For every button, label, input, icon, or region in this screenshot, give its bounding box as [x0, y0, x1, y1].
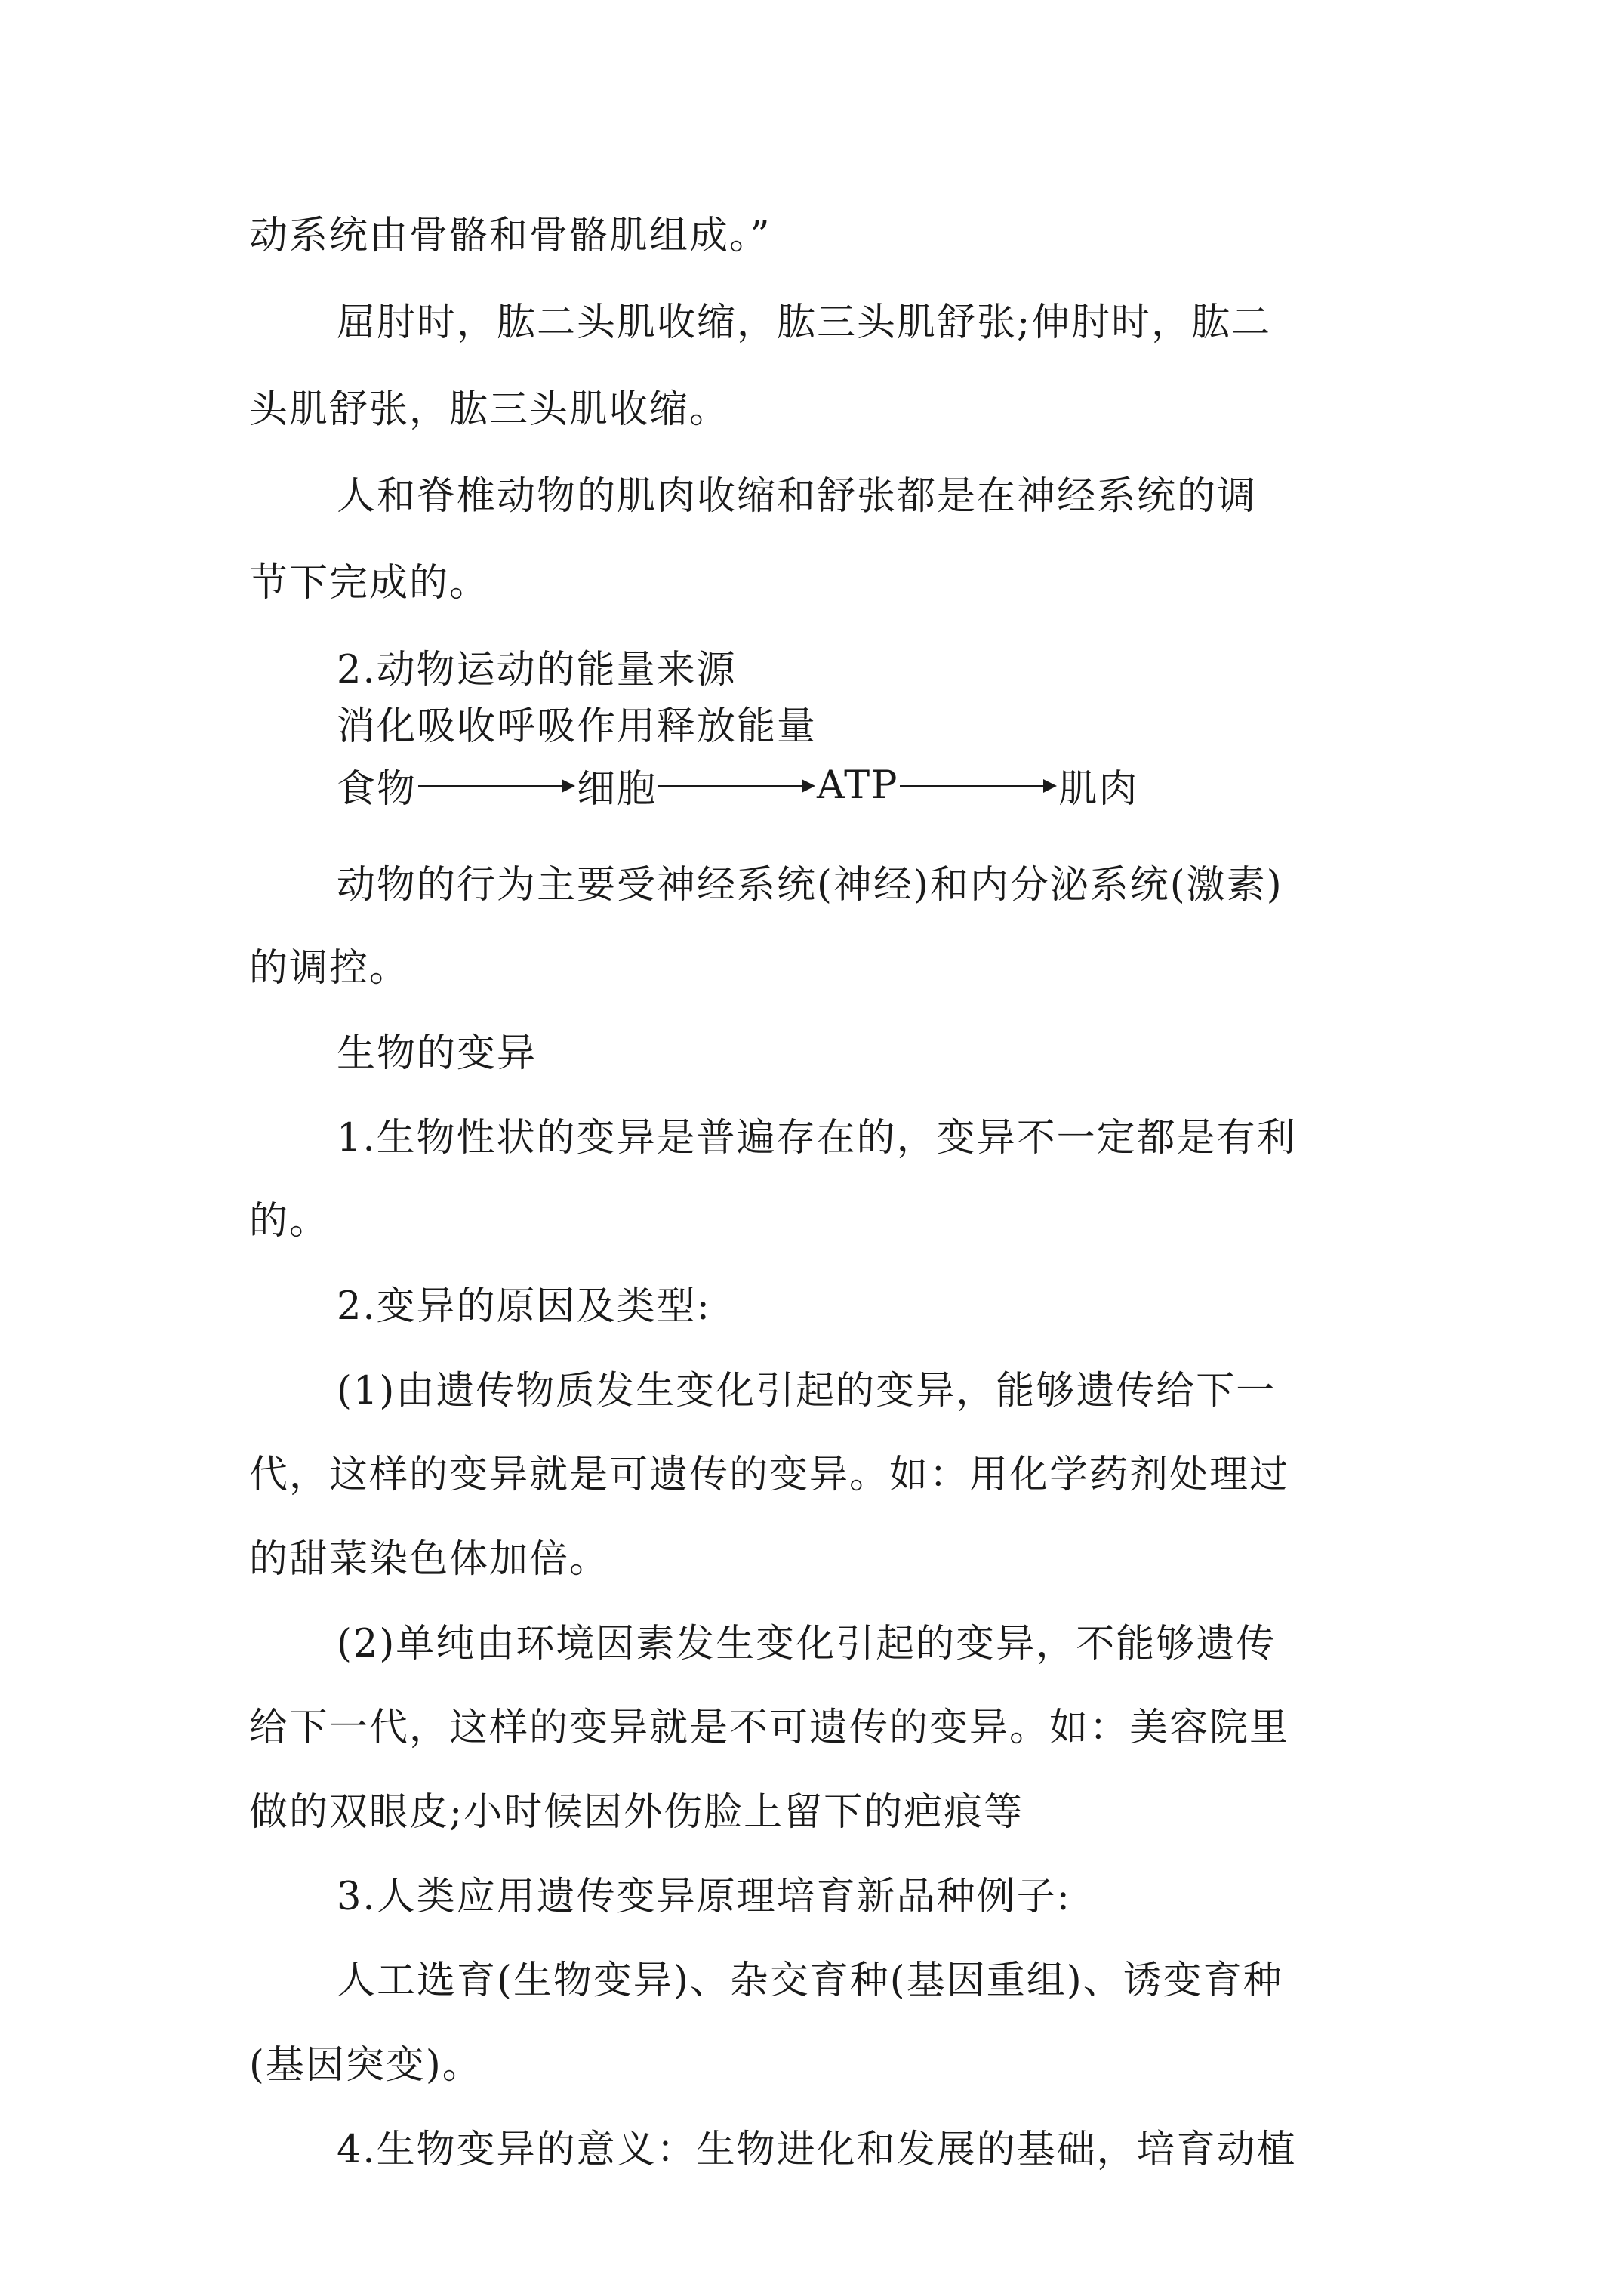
flow-node-muscle: 肌肉 — [1058, 767, 1139, 812]
paragraph-line: 动系统由骨骼和骨骼肌组成。” — [249, 214, 771, 258]
flow-node-atp: ATP — [817, 763, 899, 808]
section-heading: 2.动物运动的能量来源 — [337, 648, 737, 692]
section-heading: 生物的变异 — [337, 1031, 537, 1076]
paragraph-line: (1)由遗传物质发生变化引起的变异，能够遗传给下一 — [337, 1369, 1277, 1413]
paragraph-line: 做的双眼皮;小时候因外伤脸上留下的疤痕等 — [249, 1790, 1024, 1835]
paragraph-line: 给下一代，这样的变异就是不可遗传的变异。如：美容院里 — [249, 1706, 1290, 1750]
flow-caption: 消化吸收呼吸作用释放能量 — [337, 704, 818, 749]
paragraph-line: 节下完成的。 — [249, 561, 490, 606]
paragraph-line: 的甜菜染色体加倍。 — [249, 1537, 610, 1582]
paragraph-line: 代，这样的变异就是可遗传的变异。如：用化学药剂处理过 — [249, 1453, 1290, 1497]
paragraph-line: 4.生物变异的意义：生物进化和发展的基础，培育动植 — [337, 2128, 1297, 2172]
paragraph-line: 2.变异的原因及类型: — [337, 1284, 711, 1329]
flow-node-food: 食物 — [337, 767, 417, 812]
arrow-right-icon — [900, 747, 1057, 823]
paragraph-line: (基因突变)。 — [249, 2043, 482, 2088]
paragraph-line: 动物的行为主要受神经系统(神经)和内分泌系统(激素) — [337, 863, 1283, 908]
flow-node-cell: 细胞 — [577, 767, 658, 812]
paragraph-line: 人工选育(生物变异)、杂交育种(基因重组)、诱变育种 — [337, 1959, 1283, 2003]
paragraph-line: 1.生物性状的变异是普遍存在的，变异不一定都是有利 — [337, 1116, 1297, 1160]
paragraph-line: 的。 — [249, 1199, 330, 1244]
arrow-right-icon — [658, 747, 815, 823]
paragraph-line: 人和脊椎动物的肌肉收缩和舒张都是在神经系统的调 — [337, 474, 1258, 519]
paragraph-line: (2)单纯由环境因素发生变化引起的变异，不能够遗传 — [337, 1622, 1277, 1666]
paragraph-line: 头肌舒张，肱三头肌收缩。 — [249, 387, 730, 432]
energy-flow-diagram — [337, 747, 1138, 823]
paragraph-line: 的调控。 — [249, 946, 410, 991]
paragraph-line: 3.人类应用遗传变异原理培育新品种例子: — [337, 1875, 1071, 1919]
paragraph-line: 屈肘时，肱二头肌收缩，肱三头肌舒张;伸肘时，肱二 — [337, 300, 1272, 345]
arrow-right-icon — [418, 747, 575, 823]
